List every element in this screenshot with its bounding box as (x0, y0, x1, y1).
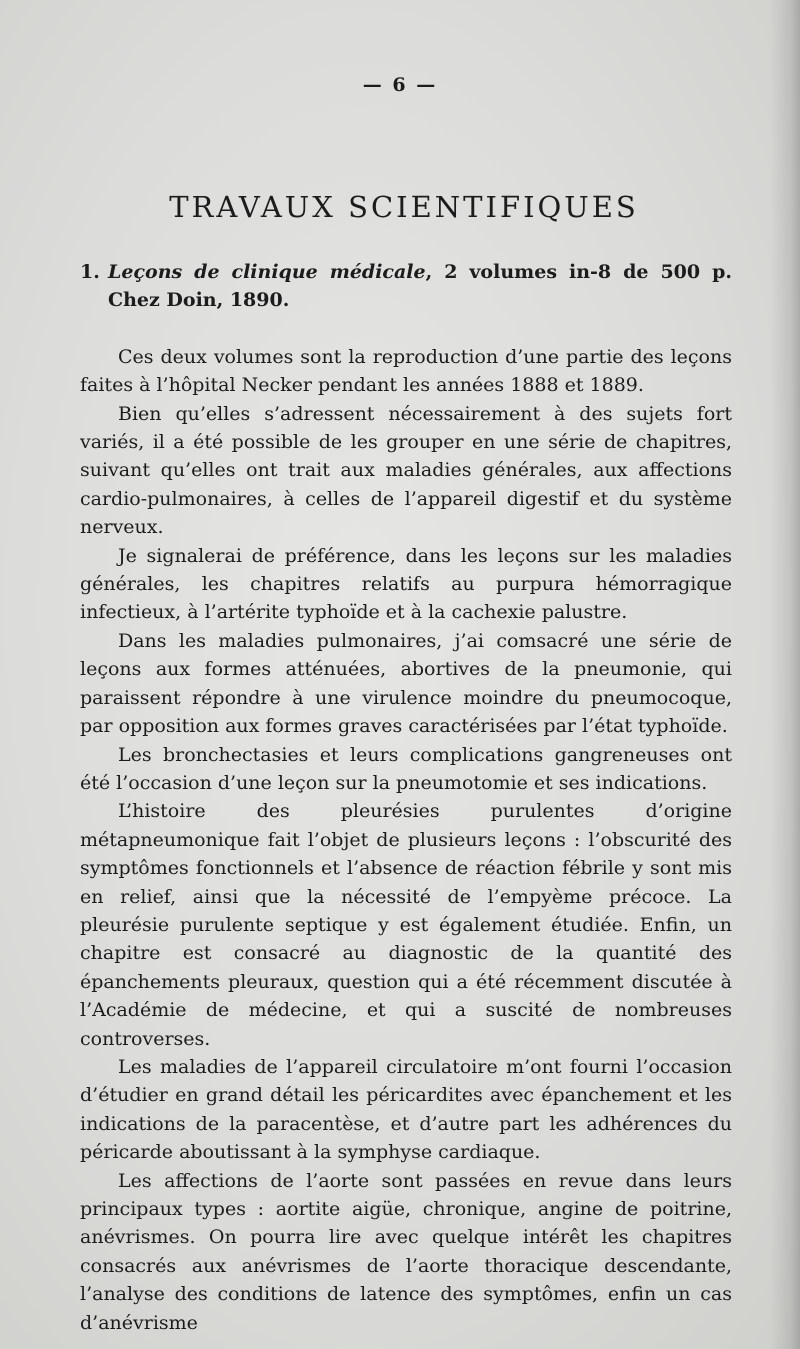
entry-number: 1. (80, 261, 100, 283)
paragraph: Les bronchectasies et leurs complications gangreneuses ont été l’occasion d’une leçon sur la pneumotomie et ses indications. (80, 743, 732, 794)
paragraph: L’histoire des pleurésies purulentes d’origine métapneumonique fait l’objet de plusieurs leçons : l’obscurité des symptômes fonctionnels et l’absence de réaction fébrile y sont mis en relief, ainsi que la nécessité de l’empyème précoce. La pleurésie purulente septique y est également étudiée. Enfin, un chapitre est consacré au diagnostic de la quantité des épanchements pleuraux, question qui a été récemment discutée à l’Académie de médecine, et qui a suscité de nombreuses controverses. (80, 800, 732, 1050)
paragraph: Dans les maladies pulmonaires, j’ai comsacré une série de leçons aux formes atténuées, abortives de la pneumonie, qui paraissent répondre à une virulence moindre du pneumocoque, par opposition aux formes graves caractérisées par l’état typhoïde. (80, 629, 732, 738)
paragraph: Les maladies de l’appareil circulatoire m’ont fourni l’occasion d’étudier en grand détail les péricardites avec épanchement et les indications de la paracentèse, et d’autre part les adhérences du péricarde aboutissant à la symphyse cardiaque. (80, 1055, 732, 1164)
paragraph: Bien qu’elles s’adressent nécessairement à des sujets fort variés, il a été possible de les grouper en une série de chapitres, suivant qu’elles ont trait aux maladies générales, aux affections cardio-pulmonaires, à celles de l’appareil digestif et du système nerveux. (80, 402, 732, 539)
page-number: — 6 — (362, 74, 438, 96)
paragraph: Ces deux volumes sont la reproduction d’une partie des leçons faites à l’hôpital Necker pendant les années 1888 et 1889. (80, 345, 732, 397)
bibliography-entry (80, 258, 732, 315)
paragraph: Les affections de l’aorte sont passées en revue dans leurs principaux types : aortite aigüe, chronique, angine de poitrine, anévrismes. On pourra lire avec quelque intérêt les chapitres consacrés aux anévrismes de l’aorte thoracique descendante, l’analyse des conditions de latence des symptômes, enfin un cas d’anévrisme (80, 1169, 732, 1334)
entry-title: Leçons de clinique médicale (108, 261, 426, 283)
section-title: TRAVAUX SCIENTIFIQUES (169, 190, 639, 225)
body-text (80, 258, 732, 1337)
entry-details: , 2 volumes in-8 de 500 p. Chez Doin, 1890. (108, 261, 732, 312)
paragraph: Je signalerai de préférence, dans les leçons sur les maladies générales, les chapitres relatifs au purpura hémorragique infectieux, à l’artérite typhoïde et à la cachexie palustre. (80, 544, 732, 624)
